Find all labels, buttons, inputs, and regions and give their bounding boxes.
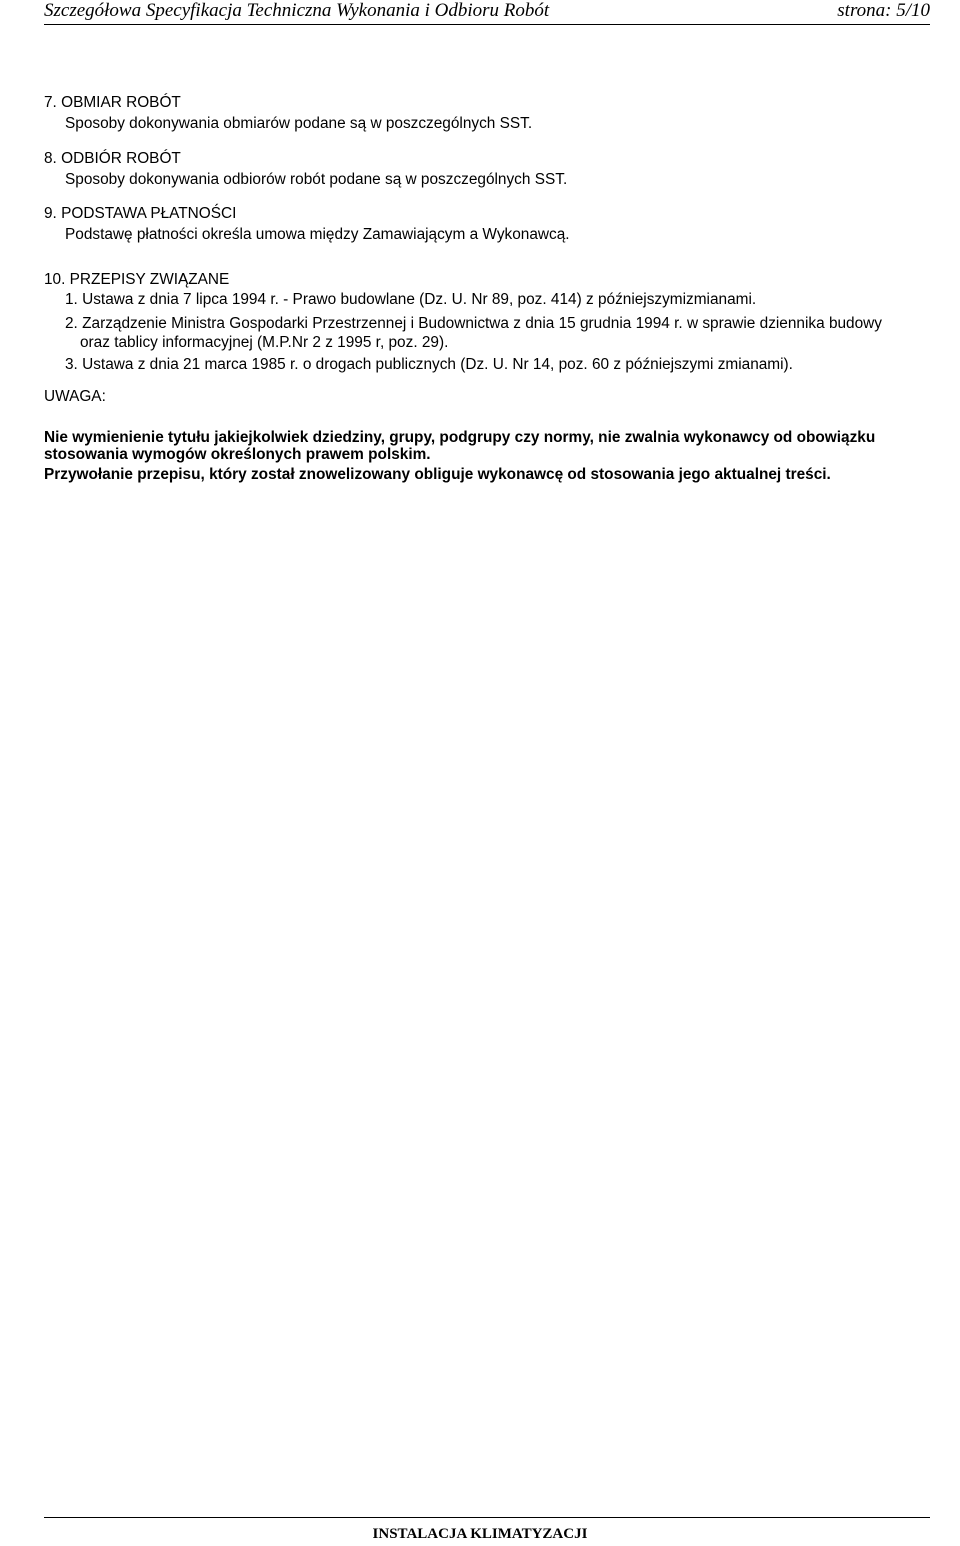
footer-text: INSTALACJA KLIMATYZACJI [372, 1526, 588, 1542]
page-header [44, 0, 930, 25]
section-8-text: Sposoby dokonywania odbiorów robót podane są w poszczególnych SST. [65, 171, 568, 188]
section-8-heading: 8. ODBIÓR ROBÓT [44, 150, 181, 167]
regulation-item-2-continued: oraz tablicy informacyjnej (M.P.Nr 2 z 1995 r, poz. 29). [80, 334, 449, 351]
header-title: Szczegółowa Specyfikacja Techniczna Wykonania i Odbioru Robót [44, 0, 550, 21]
footer-rule [44, 1517, 930, 1518]
section-7-heading: 7. OBMIAR ROBÓT [44, 94, 181, 111]
note-paragraph-1-line-2: stosowania wymogów określonych prawem polskim. [44, 446, 431, 463]
regulation-item-2: 2. Zarządzenie Ministra Gospodarki Przestrzennej i Budownictwa z dnia 15 grudnia 1994 r. w sprawie dziennika budowy [65, 315, 882, 332]
section-9-text: Podstawę płatności określa umowa między Zamawiającym a Wykonawcą. [65, 226, 570, 243]
note-paragraph-2: Przywołanie przepisu, który został znowelizowany obliguje wykonawcę od stosowania jego aktualnej treści. [44, 466, 831, 483]
section-10-heading: 10. PRZEPISY ZWIĄZANE [44, 271, 230, 288]
note-label: UWAGA: [44, 388, 106, 405]
page-footer [0, 1505, 960, 1541]
note-paragraph-1-line-1: Nie wymienienie tytułu jakiejkolwiek dziedziny, grupy, podgrupy czy normy, nie zwalnia wykonawcy od obowiązku [44, 429, 876, 446]
header-page-number: strona: 5/10 [837, 0, 930, 21]
regulation-item-3: 3. Ustawa z dnia 21 marca 1985 r. o drogach publicznych (Dz. U. Nr 14, poz. 60 z późniejszymi zmianami). [65, 356, 793, 373]
section-9-heading: 9. PODSTAWA PŁATNOŚCI [44, 205, 237, 222]
regulation-item-1: 1. Ustawa z dnia 7 lipca 1994 r. - Prawo budowlane (Dz. U. Nr 89, poz. 414) z późniejszymizmianami. [65, 291, 757, 308]
section-7-text: Sposoby dokonywania obmiarów podane są w poszczególnych SST. [65, 115, 533, 132]
